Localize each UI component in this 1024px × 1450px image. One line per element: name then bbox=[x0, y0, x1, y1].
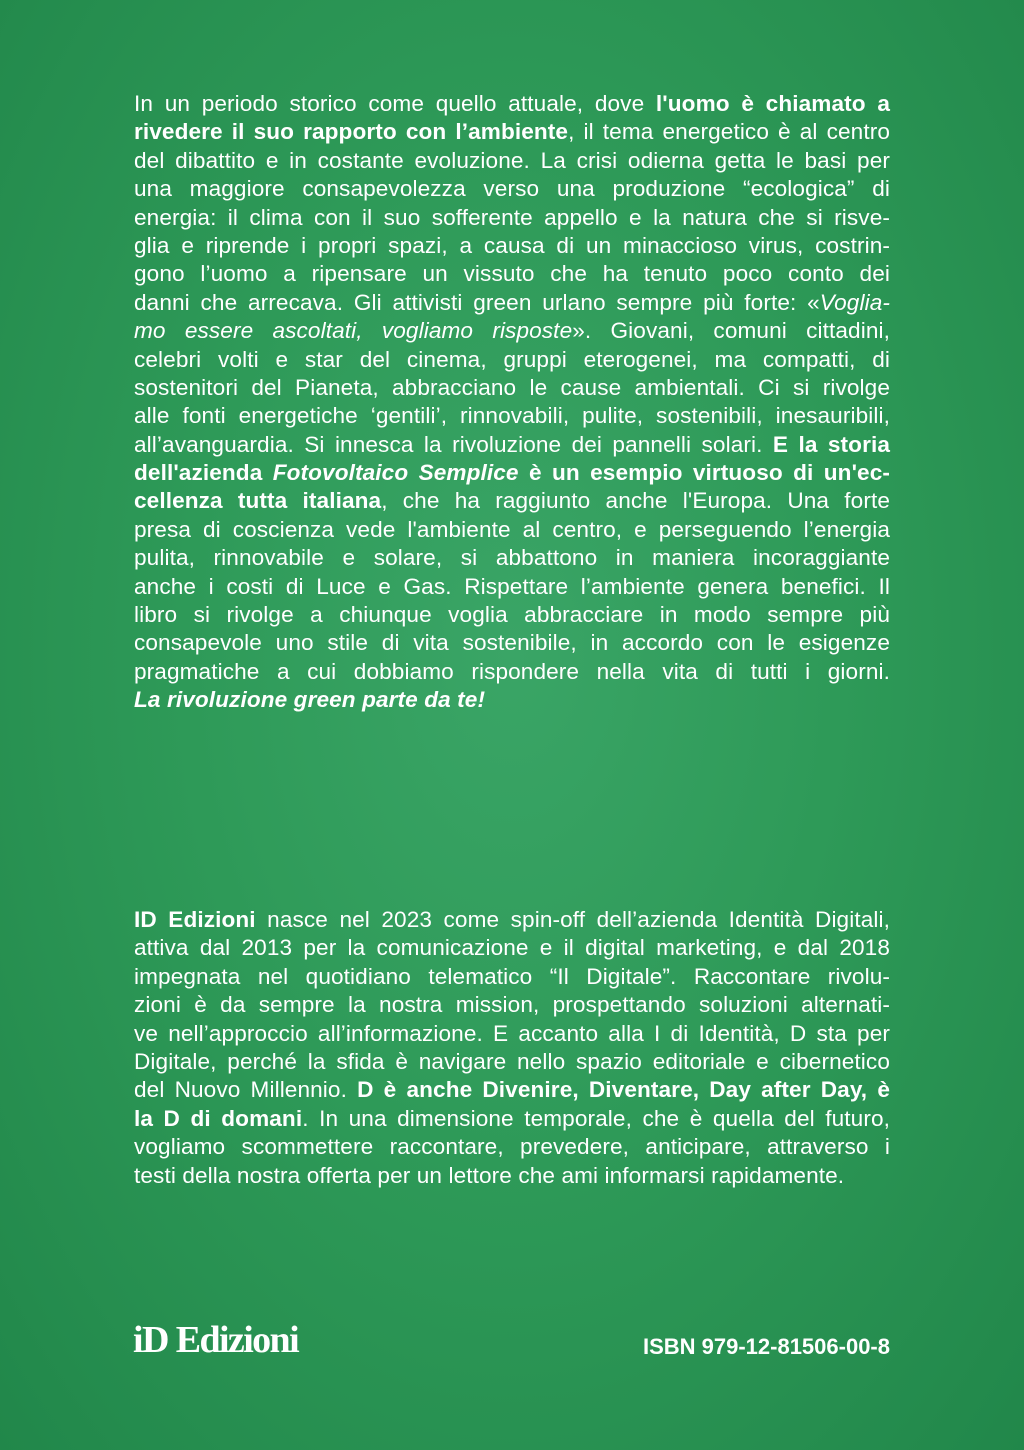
text-run: celebri volti e star del cinema, gruppi eterogenei, ma compatti, di bbox=[134, 346, 890, 372]
text-run: dell'azienda bbox=[134, 460, 273, 486]
text-run: gono l’uomo a ripensare un vissuto che ha tenuto poco conto dei bbox=[134, 261, 890, 287]
text-run: impegnata nel quotidiano telematico “Il Digitale”. Raccontare rivolu- bbox=[134, 963, 890, 989]
text-run: sostenitori del Pianeta, abbracciano le cause ambientali. Ci si rivolge bbox=[134, 374, 890, 400]
isbn-number: ISBN 979-12-81506-00-8 bbox=[642, 1334, 890, 1359]
publisher-logo: iD Edizioni bbox=[133, 1319, 299, 1361]
text-run: rivedere il suo rapporto con l’ambiente bbox=[134, 119, 569, 145]
publisher-line bbox=[134, 1020, 890, 1048]
blurb-line bbox=[134, 459, 890, 487]
text-run: pulita, rinnovabile e solare, si abbattono in maniera incoraggiante bbox=[134, 545, 890, 571]
text-run: D è anche Divenire, Diventare, Day after Day, è bbox=[357, 1077, 890, 1103]
blurb-line bbox=[134, 601, 890, 629]
blurb-line bbox=[134, 175, 890, 203]
back-cover-blurb bbox=[134, 90, 890, 715]
text-run: testi della nostra offerta per un lettore che ami informarsi rapidamente. bbox=[134, 1162, 845, 1188]
text-run: vogliamo scommettere raccontare, prevedere, anticipare, attraverso i bbox=[134, 1134, 890, 1160]
text-run: consapevole uno stile di vita sostenibile, in accordo con le esigenze bbox=[134, 630, 890, 656]
text-run: E la storia bbox=[772, 431, 890, 457]
blurb-line bbox=[134, 658, 890, 686]
blurb-line bbox=[134, 629, 890, 657]
blurb-line bbox=[134, 346, 890, 374]
blurb-line bbox=[134, 374, 890, 402]
text-run: glia e riprende i propri spazi, a causa di un minaccioso virus, costrin- bbox=[134, 232, 890, 258]
text-run: ve nell’approccio all’informazione. E accanto alla I di Identità, D sta per bbox=[134, 1020, 890, 1046]
blurb-line bbox=[134, 487, 890, 515]
text-run: mo essere ascoltati, vogliamo risposte bbox=[134, 318, 573, 344]
text-run: nasce nel 2023 come spin-off dell’azienda Identità Digitali, bbox=[255, 907, 891, 932]
text-run: , il tema energetico è al centro bbox=[568, 119, 890, 145]
text-run: Digitale, perché la sfida è navigare nello spazio editoriale e cibernetico bbox=[134, 1048, 890, 1074]
text-run: pragmatiche a cui dobbiamo rispondere nella vita di tutti i giorni. bbox=[134, 658, 890, 684]
text-run: energia: il clima con il suo sofferente appello e la natura che si risve- bbox=[134, 204, 890, 230]
blurb-line bbox=[134, 686, 890, 714]
blurb-line bbox=[134, 204, 890, 232]
publisher-line bbox=[134, 1105, 890, 1133]
blurb-line bbox=[134, 289, 890, 317]
text-run: la D di domani bbox=[134, 1105, 303, 1131]
text-run: l'uomo è chiamato a bbox=[655, 91, 890, 116]
text-run: del dibattito e in costante evoluzione. La crisi odierna getta le basi per bbox=[134, 147, 890, 173]
blurb-line bbox=[134, 516, 890, 544]
blurb-line bbox=[134, 118, 890, 146]
blurb-line bbox=[134, 147, 890, 175]
publisher-line bbox=[134, 906, 890, 934]
blurb-line bbox=[134, 402, 890, 430]
text-run: alle fonti energetiche ‘gentili’, rinnovabili, pulite, sostenibili, inesauribili, bbox=[134, 403, 890, 429]
blurb-line bbox=[134, 317, 890, 345]
publisher-line bbox=[134, 963, 890, 991]
text-run: , che ha raggiunto anche l'Europa. Una forte bbox=[381, 488, 891, 514]
blurb-line bbox=[134, 90, 890, 118]
publisher-line bbox=[134, 1048, 890, 1076]
publisher-line bbox=[134, 1076, 890, 1104]
text-run: attiva dal 2013 per la comunicazione e il digital marketing, e dal 2018 bbox=[134, 935, 890, 961]
text-run: In un periodo storico come quello attuale, dove bbox=[134, 91, 656, 116]
text-run: del Nuovo Millennio. bbox=[134, 1077, 358, 1103]
text-run: danni che arrecava. Gli attivisti green urlano sempre più forte: « bbox=[134, 289, 820, 315]
publisher-description bbox=[134, 906, 890, 1190]
text-run: anche i costi di Luce e Gas. Rispettare l’ambiente genera benefici. Il bbox=[134, 573, 890, 599]
text-run: è un esempio virtuoso di un'ec- bbox=[518, 460, 890, 486]
text-run: cellenza tutta italiana bbox=[134, 488, 382, 514]
text-run: all’avanguardia. Si innesca la rivoluzione dei pannelli solari. bbox=[134, 431, 773, 457]
publisher-line bbox=[134, 1162, 890, 1190]
text-run: ID Edizioni bbox=[134, 907, 256, 932]
blurb-line bbox=[134, 260, 890, 288]
text-run: Fotovoltaico Semplice bbox=[272, 460, 519, 486]
text-run: ». Giovani, comuni cittadini, bbox=[572, 318, 890, 344]
blurb-line bbox=[134, 232, 890, 260]
blurb-line bbox=[134, 544, 890, 572]
text-run: zioni è da sempre la nostra mission, prospettando soluzioni alternati- bbox=[134, 992, 890, 1018]
text-run: La rivoluzione green parte da te! bbox=[134, 687, 486, 713]
publisher-line bbox=[134, 1133, 890, 1161]
text-run: . In una dimensione temporale, che è quella del futuro, bbox=[302, 1105, 890, 1131]
text-run: una maggiore consapevolezza verso una produzione “ecologica” di bbox=[134, 176, 890, 202]
text-run: presa di coscienza vede l'ambiente al centro, e perseguendo l’energia bbox=[134, 516, 890, 542]
publisher-line bbox=[134, 991, 890, 1019]
publisher-line bbox=[134, 934, 890, 962]
blurb-line bbox=[134, 573, 890, 601]
text-run: libro si rivolge a chiunque voglia abbracciare in modo sempre più bbox=[134, 602, 890, 628]
text-run: Voglia- bbox=[819, 289, 890, 315]
blurb-line bbox=[134, 431, 890, 459]
